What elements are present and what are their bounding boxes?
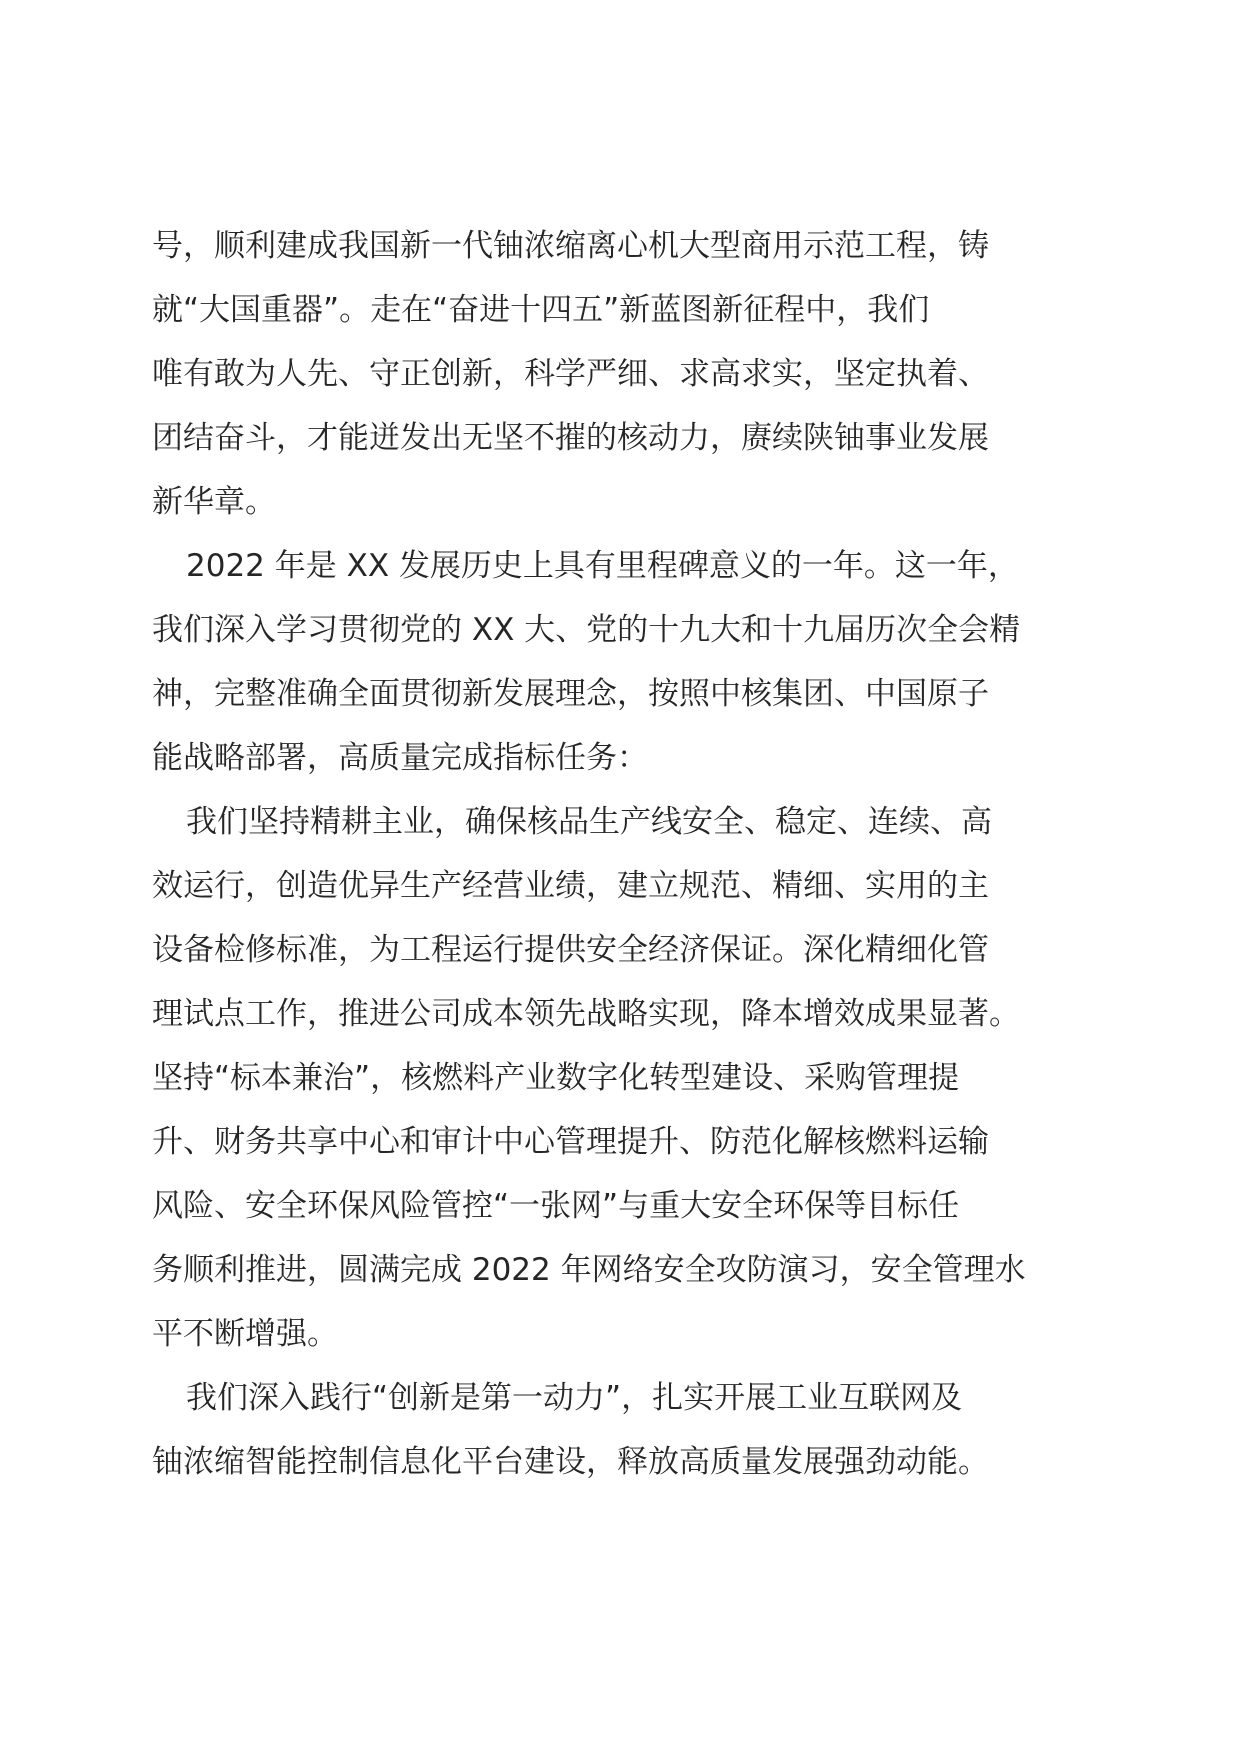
text-line: 唯有敢为人先、守正创新，科学严细、求高求实，坚定执着、 [152, 356, 989, 392]
text-line: 风险、安全环保风险管控“一张网”与重大安全环保等目标任 [152, 1188, 960, 1224]
text-line: 设备检修标准，为工程运行提供安全经济保证。深化精细化管 [152, 932, 989, 968]
text-line: 能战略部署，高质量完成指标任务： [152, 740, 648, 776]
text-line: 理试点工作，推进公司成本领先战略实现，降本增效成果显著。 [152, 996, 1020, 1032]
text-line: 神，完整准确全面贯彻新发展理念，按照中核集团、中国原子 [152, 676, 989, 712]
text-line: 升、财务共享中心和审计中心管理提升、防范化解核燃料运输 [152, 1124, 989, 1160]
text-line: 平不断增强。 [152, 1316, 338, 1352]
paragraph-first-line: 我们深入践行“创新是第一动力”，扎实开展工业互联网及 [186, 1380, 963, 1416]
document-body [152, 214, 1092, 1494]
text-line: 效运行，创造优异生产经营业绩，建立规范、精细、实用的主 [152, 868, 989, 904]
text-line: 就“大国重器”。走在“奋进十四五”新蓝图新征程中，我们 [152, 292, 930, 328]
paragraph-first-line: 我们坚持精耕主业，确保核品生产线安全、稳定、连续、高 [186, 804, 992, 840]
text-line: 我们深入学习贯彻党的 XX 大、党的十九大和十九届历次全会精 [152, 612, 1021, 648]
text-line: 坚持“标本兼治”，核燃料产业数字化转型建设、采购管理提 [152, 1060, 960, 1096]
text-line: 新华章。 [152, 484, 276, 520]
text-line: 务顺利推进，圆满完成 2022 年网络安全攻防演习，安全管理水 [152, 1252, 1026, 1288]
text-line: 团结奋斗，才能迸发出无坚不摧的核动力，赓续陕铀事业发展 [152, 420, 989, 456]
text-line: 号，顺利建成我国新一代铀浓缩离心机大型商用示范工程，铸 [152, 228, 989, 264]
text-line: 铀浓缩智能控制信息化平台建设，释放高质量发展强劲动能。 [152, 1444, 989, 1480]
paragraph-first-line: 2022 年是 XX 发展历史上具有里程碑意义的一年。这一年， [186, 548, 1019, 584]
